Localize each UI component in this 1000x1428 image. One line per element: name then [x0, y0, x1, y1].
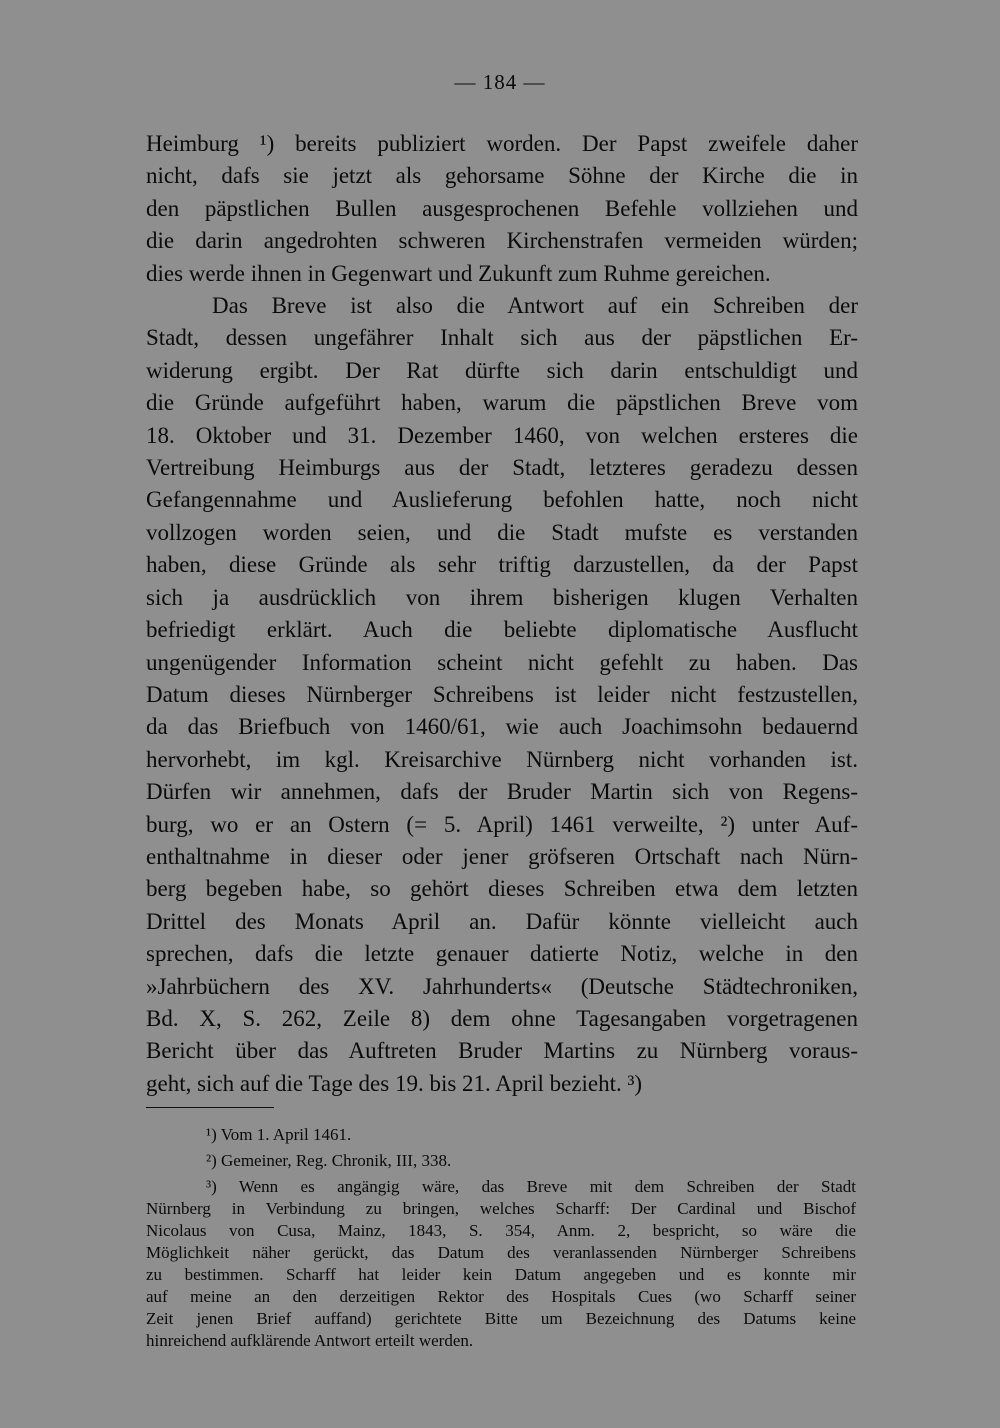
text-line: die Gründe aufgeführt haben, warum die päpstlichen Breve vom — [146, 390, 858, 416]
text-line: den päpstlichen Bullen ausgesprochenen Befehle vollziehen und — [146, 195, 858, 221]
text-line: burg, wo er an Ostern (= 5. April) 1461 verweilte, ²) unter Auf- — [146, 811, 858, 837]
text-line: Bd. X, S. 262, Zeile 8) dem ohne Tagesangaben vorgetragenen — [146, 1005, 858, 1031]
text-line: Heimburg ¹) bereits publiziert worden. Der Papst zweifele daher — [146, 131, 858, 156]
text-line: Vertreibung Heimburgs aus der Stadt, letzteres geradezu dessen — [146, 455, 858, 481]
text-line: die darin angedrohten schweren Kirchenstrafen vermeiden würden; — [146, 228, 858, 254]
text-line: Das Breve ist also die Antwort auf ein Schreiben der — [212, 293, 858, 319]
footnote-line: hinreichend aufklärende Antwort erteilt werden. — [146, 1331, 474, 1350]
text-line: befriedigt erklärt. Auch die beliebte diplomatische Ausflucht — [146, 617, 858, 643]
footnote-line: Zeit jenen Brief auffand) gerichtete Bitte um Bezeichnung des Datums keine — [146, 1309, 856, 1328]
footnote-line: Möglichkeit näher gerückt, das Datum des veranlassenden Nürnberger Schreibens — [146, 1243, 856, 1262]
footnote-line: auf meine an den derzeitigen Rektor des Hospitals Cues (wo Scharff seiner — [146, 1287, 856, 1306]
page-number: — 184 — — [454, 70, 546, 94]
text-line: Stadt, dessen ungefährer Inhalt sich aus der päpstlichen Er- — [146, 325, 858, 351]
text-line: sprechen, dafs die letzte genauer datierte Notiz, welche in den — [146, 941, 858, 967]
footnote-rule — [146, 1107, 274, 1108]
text-line: geht, sich auf die Tage des 19. bis 21. April bezieht. ³) — [146, 1070, 643, 1096]
footnote: ¹) Vom 1. April 1461. — [206, 1125, 352, 1144]
text-line: Datum dieses Nürnberger Schreibens ist leider nicht festzustellen, — [146, 681, 858, 707]
text-line: haben, diese Gründe als sehr triftig darzustellen, da der Papst — [146, 552, 858, 578]
footnote-line: Nürnberg in Verbindung zu bringen, welches Scharff: Der Cardinal und Bischof — [146, 1199, 856, 1218]
text-line: vollzogen worden seien, und die Stadt mufste es verstanden — [146, 519, 858, 545]
footnote: ²) Gemeiner, Reg. Chronik, III, 338. — [206, 1151, 452, 1170]
text-line: ungenügender Information scheint nicht gefehlt zu haben. Das — [146, 649, 858, 675]
text-line: »Jahrbüchern des XV. Jahrhunderts« (Deutsche Städtechroniken, — [146, 973, 858, 999]
footnote-line: ³) Wenn es angängig wäre, das Breve mit dem Schreiben der Stadt — [206, 1177, 856, 1196]
text-line: sich ja ausdrücklich von ihrem bisherigen klugen Verhalten — [146, 584, 858, 610]
main-text — [146, 128, 858, 1100]
text-line: enthaltnahme in dieser oder jener gröfseren Ortschaft nach Nürn- — [146, 843, 858, 869]
footnote-line: Nicolaus von Cusa, Mainz, 1843, S. 354, Anm. 2, bespricht, so wäre die — [146, 1221, 856, 1240]
text-line: Dürfen wir annehmen, dafs der Bruder Martin sich von Regens- — [146, 779, 858, 805]
footnote-line: zu bestimmen. Scharff hat leider kein Datum angegeben und es konnte mir — [146, 1265, 856, 1284]
text-line: nicht, dafs sie jetzt als gehorsame Söhne der Kirche die in — [146, 163, 858, 189]
text-line: hervorhebt, im kgl. Kreisarchive Nürnberg nicht vorhanden ist. — [146, 746, 858, 772]
text-line: da das Briefbuch von 1460/61, wie auch Joachimsohn bedauernd — [146, 714, 858, 740]
footnotes — [146, 1124, 856, 1352]
text-line: Gefangennahme und Auslieferung befohlen hatte, noch nicht — [146, 487, 858, 513]
text-line: dies werde ihnen in Gegenwart und Zukunft zum Ruhme gereichen. — [146, 260, 771, 286]
text-line: berg begeben habe, so gehört dieses Schreiben etwa dem letzten — [146, 876, 858, 902]
text-line: Bericht über das Auftreten Bruder Martins zu Nürnberg voraus- — [146, 1038, 858, 1064]
text-line: Drittel des Monats April an. Dafür könnte vielleicht auch — [146, 908, 858, 934]
text-line: widerung ergibt. Der Rat dürfte sich darin entschuldigt und — [146, 357, 858, 383]
text-line: 18. Oktober und 31. Dezember 1460, von welchen ersteres die — [146, 422, 858, 448]
